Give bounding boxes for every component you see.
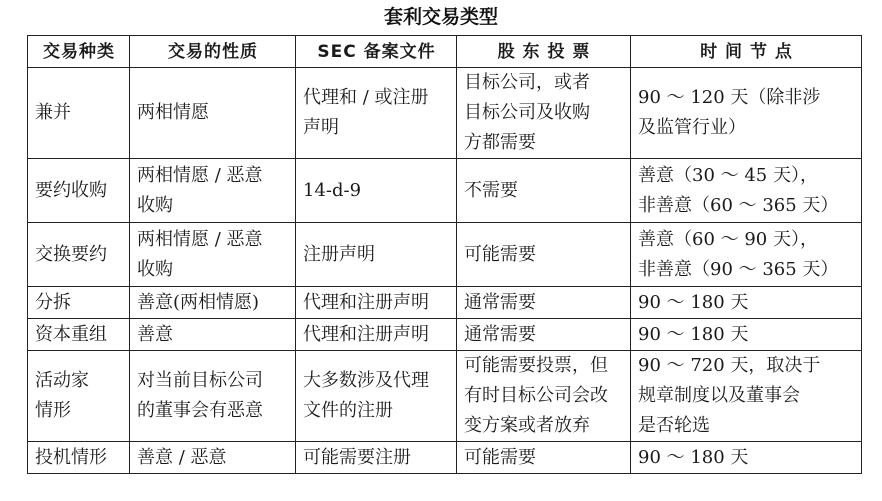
cell-vote [457,159,631,223]
cell-line: 可能需要 [464,446,536,468]
cell-line: 投机情形 [35,446,107,468]
cell-sec [296,319,457,351]
cell-nature [130,287,296,319]
cell-type [28,223,130,287]
cell-line: 90 ～ 180 天 [638,446,749,468]
cell-line: 非善意（90 ～ 365 天） [638,258,839,280]
cell-vote [457,319,631,351]
table-row [28,68,862,159]
table-row [28,442,862,474]
cell-line: 90 ～ 180 天 [638,291,749,313]
cell-nature [130,351,296,442]
cell-line: 大多数涉及代理 [303,370,429,391]
header-cell-vote: 股 东 投 票 [457,36,631,68]
cell-nature [130,68,296,159]
cell-line: 目标公司及收购 [464,102,590,123]
cell-line: 文件的注册 [303,400,393,421]
cell-line: 活动家 [35,370,89,391]
arbitrage-types-table [27,35,862,474]
cell-line: 规章制度以及董事会 [638,385,800,406]
cell-type [28,159,130,223]
cell-time [631,223,862,287]
cell-line: 声明 [303,117,339,138]
cell-vote [457,287,631,319]
cell-nature [130,159,296,223]
cell-line: 善意（60 ～ 90 天）， [638,228,818,250]
table-row [28,223,862,287]
cell-type [28,287,130,319]
cell-line: 注册声明 [303,243,375,265]
cell-type [28,442,130,474]
table-row [28,351,862,442]
cell-type [28,68,130,159]
table-row [28,319,862,351]
cell-sec [296,287,457,319]
cell-sec [296,223,457,287]
header-cell-type: 交易种类 [28,36,130,68]
cell-vote [457,351,631,442]
cell-line: 代理和注册声明 [303,323,429,345]
cell-line: 善意 [137,323,173,345]
cell-line: 有时目标公司会改 [464,385,608,406]
cell-line: 分拆 [35,291,71,313]
cell-line: 及监管行业） [638,117,746,138]
cell-line: 两相情愿 [137,102,209,123]
header-cell-time: 时 间 节 点 [631,36,862,68]
cell-line: 对当前目标公司 [137,370,263,391]
cell-line: 可能需要注册 [303,446,411,468]
table-row [28,159,862,223]
cell-line: 可能需要 [464,243,536,265]
cell-line: 善意 / 恶意 [137,446,227,468]
cell-sec [296,68,457,159]
cell-line: 90 ～ 180 天 [638,323,749,345]
cell-line: 90 ～ 720 天，取决于 [638,355,821,376]
cell-line: 要约收购 [35,179,107,201]
cell-line: 代理和 / 或注册 [303,87,429,108]
cell-time [631,319,862,351]
cell-sec [296,351,457,442]
cell-line: 资本重组 [35,323,107,345]
cell-line: 方都需要 [464,132,536,153]
cell-sec [296,442,457,474]
header-cell-nature: 交易的性质 [130,36,296,68]
cell-time [631,159,862,223]
cell-line: 善意（30 ～ 45 天）， [638,164,818,186]
cell-type [28,351,130,442]
cell-line: 两相情愿 / 恶意 [137,228,263,250]
cell-line: 两相情愿 / 恶意 [137,164,263,186]
cell-time [631,442,862,474]
cell-vote [457,442,631,474]
cell-line: 通常需要 [464,291,536,313]
cell-line: 善意(两相情愿) [137,291,260,313]
table-title: 套利交易类型 [383,6,498,28]
cell-line: 非善意（60 ～ 365 天） [638,194,839,216]
cell-line: 变方案或者放弃 [464,415,590,436]
cell-line: 通常需要 [464,323,536,345]
cell-vote [457,68,631,159]
cell-nature [130,223,296,287]
cell-time [631,287,862,319]
cell-line: 情形 [35,400,71,421]
cell-type [28,319,130,351]
header-cell-sec: SEC 备案文件 [296,36,457,68]
cell-line: 可能需要投票，但 [464,355,608,376]
cell-time [631,68,862,159]
cell-line: 兼并 [35,102,71,123]
cell-nature [130,442,296,474]
cell-time [631,351,862,442]
cell-sec [296,159,457,223]
cell-line: 是否轮选 [638,415,710,436]
cell-line: 的董事会有恶意 [137,400,263,421]
cell-nature [130,319,296,351]
cell-line: 90 ～ 120 天（除非涉 [638,87,821,108]
cell-line: 交换要约 [35,243,107,265]
header-row [28,36,862,68]
cell-line: 不需要 [464,179,518,201]
table-row [28,287,862,319]
cell-line: 收购 [137,194,173,216]
cell-line: 目标公司，或者 [464,72,590,93]
cell-line: 14-d-9 [303,179,362,201]
cell-line: 代理和注册声明 [303,291,429,313]
cell-vote [457,223,631,287]
cell-line: 收购 [137,258,173,280]
